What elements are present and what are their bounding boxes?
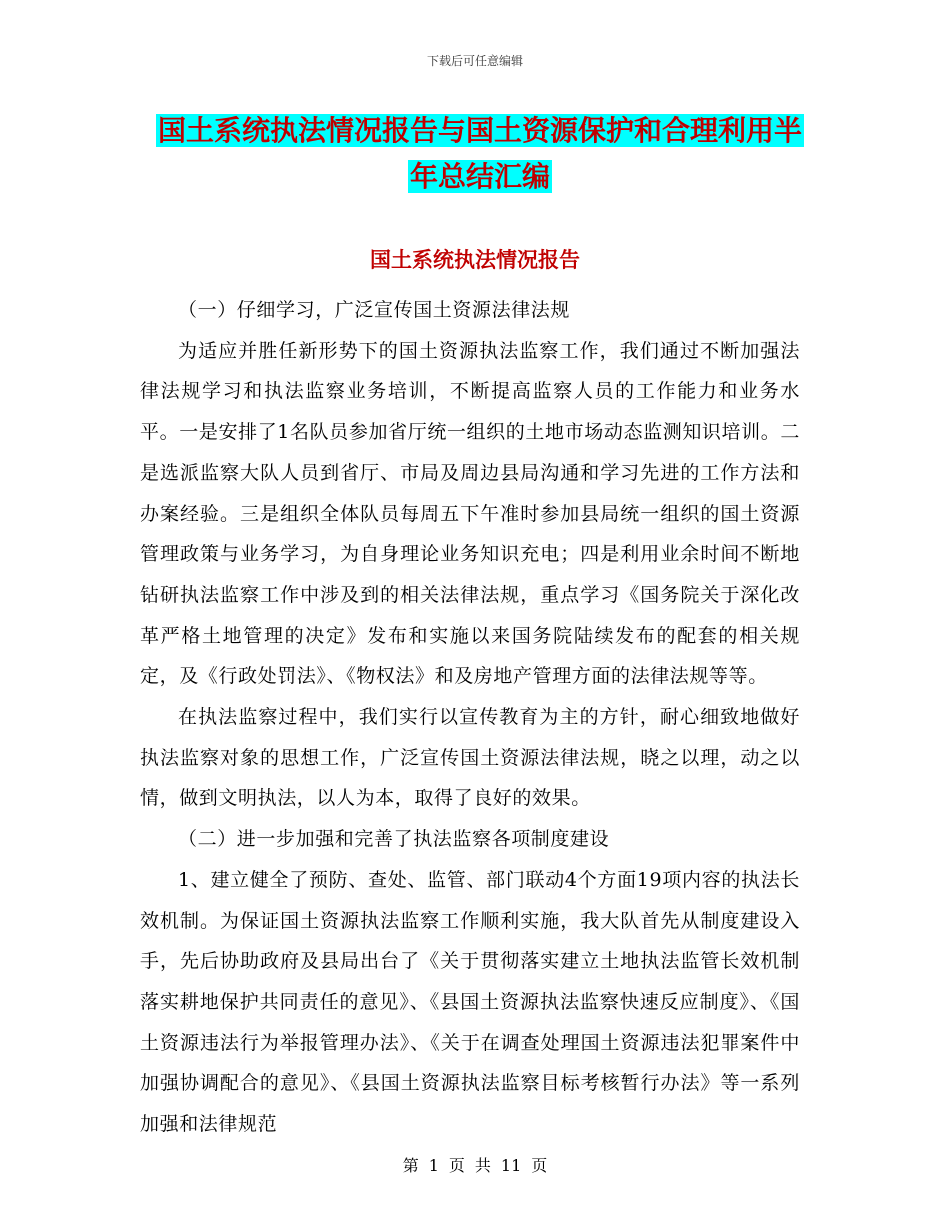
footer-page-number: 1 <box>428 1156 439 1175</box>
footer-ye-2: 页 <box>531 1156 548 1175</box>
footer-total-pages: 11 <box>500 1156 522 1175</box>
footer-ye: 页 <box>448 1156 465 1175</box>
subheading-1: （一）仔细学习，广泛宣传国土资源法律法规 <box>178 299 571 321</box>
subheading-2: （二）进一步加强和完善了执法监察各项制度建设 <box>178 828 610 851</box>
section-title: 国土系统执法情况报告 <box>370 248 580 272</box>
document-title-line-1: 国土系统执法情况报告与国土资源保护和合理利用半 <box>157 114 802 147</box>
document-title-line-2: 年总结汇编 <box>409 160 550 193</box>
paragraph-3: 1、建立健全了预防、查处、监管、部门联动4个方面19项内容的执法长效机制。为保证国土资源执法监察工作顺利实施，我大队首先从制度建设入手，先后协助政府及县局出台了《关于贯彻落实建立土地执法监管长效机制落实耕地保护共同责任的意见》、《县国土资源执法监察快速反应制度》、《国土资源违法行为举报管理办法》、《关于在调查处理国土资源违法犯罪案件中加强协调配合的意见》、《县国土资源执法监察目标考核暂行办法》等一系列加强和法律规范 <box>140 868 800 1136</box>
paragraph-2: 在执法监察过程中，我们实行以宣传教育为主的方针，耐心细致地做好执法监察对象的思想工作，广泛宣传国土资源法律法规，晓之以理，动之以情，做到文明执法，以人为本，取得了良好的效果。 <box>140 706 800 810</box>
document-title <box>140 108 820 200</box>
header-note: 下载后可任意编辑 <box>426 54 523 68</box>
footer-di: 第 <box>402 1156 419 1175</box>
paragraph-1: 为适应并胜任新形势下的国土资源执法监察工作，我们通过不断加强法律法规学习和执法监察业务培训，不断提高监察人员的工作能力和业务水平。一是安排了1名队员参加省厅统一组织的土地市场动态监测知识培训。二是选派监察大队人员到省厅、市局及周边县局沟通和学习先进的工作方法和办案经验。三是组织全体队员每周五下午准时参加县局统一组织的国土资源管理政策与业务学习，为自身理论业务知识充电；四是利用业余时间不断地钻研执法监察工作中涉及到的相关法律法规，重点学习《国务院关于深化改革严格土地管理的决定》发布和实施以来国务院陆续发布的配套的相关规定，及《行政处罚法》、《物权法》和及房地产管理方面的法律法规等等。 <box>140 339 800 688</box>
footer-gong: 共 <box>474 1156 491 1175</box>
document-body <box>140 290 800 1145</box>
page-footer <box>0 1153 950 1176</box>
